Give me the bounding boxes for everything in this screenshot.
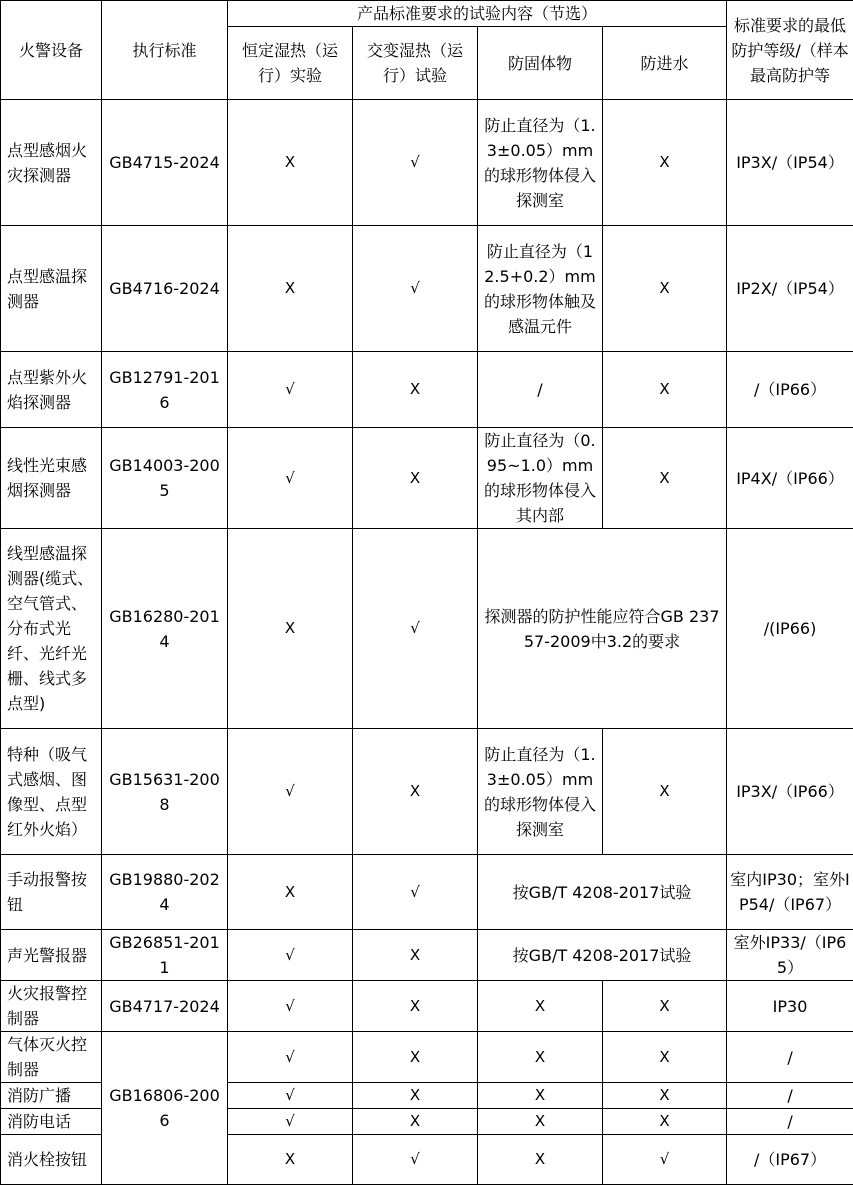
damp-cycle-cell: X — [353, 1109, 478, 1135]
damp-cycle-cell: X — [353, 1032, 478, 1083]
damp-const-cell: √ — [228, 352, 353, 428]
table-row — [1, 352, 853, 428]
damp-const-cell: √ — [228, 1109, 353, 1135]
protect-cell: /（IP66） — [727, 352, 853, 428]
device-cell: 手动报警按钮 — [1, 855, 102, 930]
table-row — [1, 226, 853, 352]
table-row — [1, 729, 853, 855]
damp-const-cell: √ — [228, 930, 353, 981]
water-cell: X — [603, 1083, 727, 1109]
damp-cycle-cell: X — [353, 729, 478, 855]
protect-cell: IP4X/（IP66） — [727, 428, 853, 529]
water-cell: X — [603, 981, 727, 1032]
table-row — [1, 1032, 853, 1083]
header-damp-cycle: 交变湿热（运行）试验 — [353, 27, 478, 100]
table-row — [1, 100, 853, 226]
water-cell: X — [603, 1032, 727, 1083]
water-cell: X — [603, 729, 727, 855]
device-cell: 火灾报警控制器 — [1, 981, 102, 1032]
protect-cell: / — [727, 1083, 853, 1109]
damp-const-cell: √ — [228, 1032, 353, 1083]
damp-const-cell: √ — [228, 428, 353, 529]
header-solid: 防固体物 — [478, 27, 603, 100]
standard-cell: GB16806-2006 — [102, 1032, 228, 1185]
device-cell: 消火栓按钮 — [1, 1135, 102, 1185]
solid-cell: X — [478, 1083, 603, 1109]
damp-cycle-cell: √ — [353, 100, 478, 226]
standard-cell: GB16280-2014 — [102, 529, 228, 729]
protect-cell: IP3X/（IP54） — [727, 100, 853, 226]
damp-const-cell: √ — [228, 729, 353, 855]
protect-cell: IP30 — [727, 981, 853, 1032]
protection-merged-cell: 按GB/T 4208-2017试验 — [478, 930, 727, 981]
device-cell: 声光警报器 — [1, 930, 102, 981]
device-cell: 点型感温探测器 — [1, 226, 102, 352]
solid-cell: 防止直径为（1.3±0.05）mm的球形物体侵入探测室 — [478, 100, 603, 226]
standard-cell: GB26851-2011 — [102, 930, 228, 981]
protect-cell: 室外IP33/（IP65） — [727, 930, 853, 981]
damp-cycle-cell: X — [353, 981, 478, 1032]
table-row — [1, 529, 853, 729]
water-cell: √ — [603, 1135, 727, 1185]
damp-cycle-cell: X — [353, 1083, 478, 1109]
water-cell: X — [603, 226, 727, 352]
damp-cycle-cell: √ — [353, 529, 478, 729]
device-cell: 点型紫外火焰探测器 — [1, 352, 102, 428]
damp-const-cell: X — [228, 529, 353, 729]
standard-cell: GB12791-2016 — [102, 352, 228, 428]
table-row — [1, 930, 853, 981]
damp-const-cell: X — [228, 226, 353, 352]
protect-cell: /(IP66) — [727, 529, 853, 729]
standard-cell: GB4715-2024 — [102, 100, 228, 226]
device-cell: 消防广播 — [1, 1083, 102, 1109]
damp-cycle-cell: X — [353, 930, 478, 981]
damp-cycle-cell: X — [353, 352, 478, 428]
solid-cell: 防止直径为（0.95~1.0）mm的球形物体侵入其内部 — [478, 428, 603, 529]
water-cell: X — [603, 428, 727, 529]
damp-const-cell: X — [228, 855, 353, 930]
device-cell: 线性光束感烟探测器 — [1, 428, 102, 529]
solid-cell: 防止直径为（12.5+0.2）mm的球形物体触及感温元件 — [478, 226, 603, 352]
header-water: 防进水 — [603, 27, 727, 100]
water-cell: X — [603, 1109, 727, 1135]
device-cell: 气体灭火控制器 — [1, 1032, 102, 1083]
header-test-group: 产品标准要求的试验内容（节选） — [228, 1, 727, 27]
damp-cycle-cell: X — [353, 428, 478, 529]
device-cell: 消防电话 — [1, 1109, 102, 1135]
header-standard: 执行标准 — [102, 1, 228, 100]
standard-cell: GB4716-2024 — [102, 226, 228, 352]
solid-cell: X — [478, 1032, 603, 1083]
device-cell: 点型感烟火灾探测器 — [1, 100, 102, 226]
water-cell: X — [603, 100, 727, 226]
device-cell: 特种（吸气式感烟、图像型、点型红外火焰） — [1, 729, 102, 855]
table-row — [1, 428, 853, 529]
solid-cell: X — [478, 1109, 603, 1135]
header-damp-const: 恒定湿热（运行）实验 — [228, 27, 353, 100]
protect-cell: /（IP67） — [727, 1135, 853, 1185]
solid-cell: / — [478, 352, 603, 428]
damp-cycle-cell: √ — [353, 855, 478, 930]
table-row — [1, 981, 853, 1032]
header-device: 火警设备 — [1, 1, 102, 100]
device-cell: 线型感温探测器(缆式、空气管式、分布式光纤、光纤光栅、线式多点型) — [1, 529, 102, 729]
standard-cell: GB14003-2005 — [102, 428, 228, 529]
protect-cell: / — [727, 1109, 853, 1135]
damp-const-cell: X — [228, 1135, 353, 1185]
damp-cycle-cell: √ — [353, 1135, 478, 1185]
solid-cell: 防止直径为（1.3±0.05）mm的球形物体侵入探测室 — [478, 729, 603, 855]
table-row — [1, 855, 853, 930]
header-min-protect: 标准要求的最低防护等级/（样本最高防护等 — [727, 1, 853, 100]
protection-merged-cell: 按GB/T 4208-2017试验 — [478, 855, 727, 930]
protect-cell: 室内IP30；室外IP54/（IP67） — [727, 855, 853, 930]
damp-const-cell: X — [228, 100, 353, 226]
protect-cell: IP3X/（IP66） — [727, 729, 853, 855]
water-cell: X — [603, 352, 727, 428]
solid-cell: X — [478, 981, 603, 1032]
protect-cell: IP2X/（IP54） — [727, 226, 853, 352]
damp-const-cell: √ — [228, 981, 353, 1032]
standard-cell: GB19880-2024 — [102, 855, 228, 930]
damp-cycle-cell: √ — [353, 226, 478, 352]
standard-cell: GB15631-2008 — [102, 729, 228, 855]
standard-cell: GB4717-2024 — [102, 981, 228, 1032]
protect-cell: / — [727, 1032, 853, 1083]
solid-cell: X — [478, 1135, 603, 1185]
damp-const-cell: √ — [228, 1083, 353, 1109]
protection-merged-cell: 探测器的防护性能应符合GB 23757-2009中3.2的要求 — [478, 529, 727, 729]
